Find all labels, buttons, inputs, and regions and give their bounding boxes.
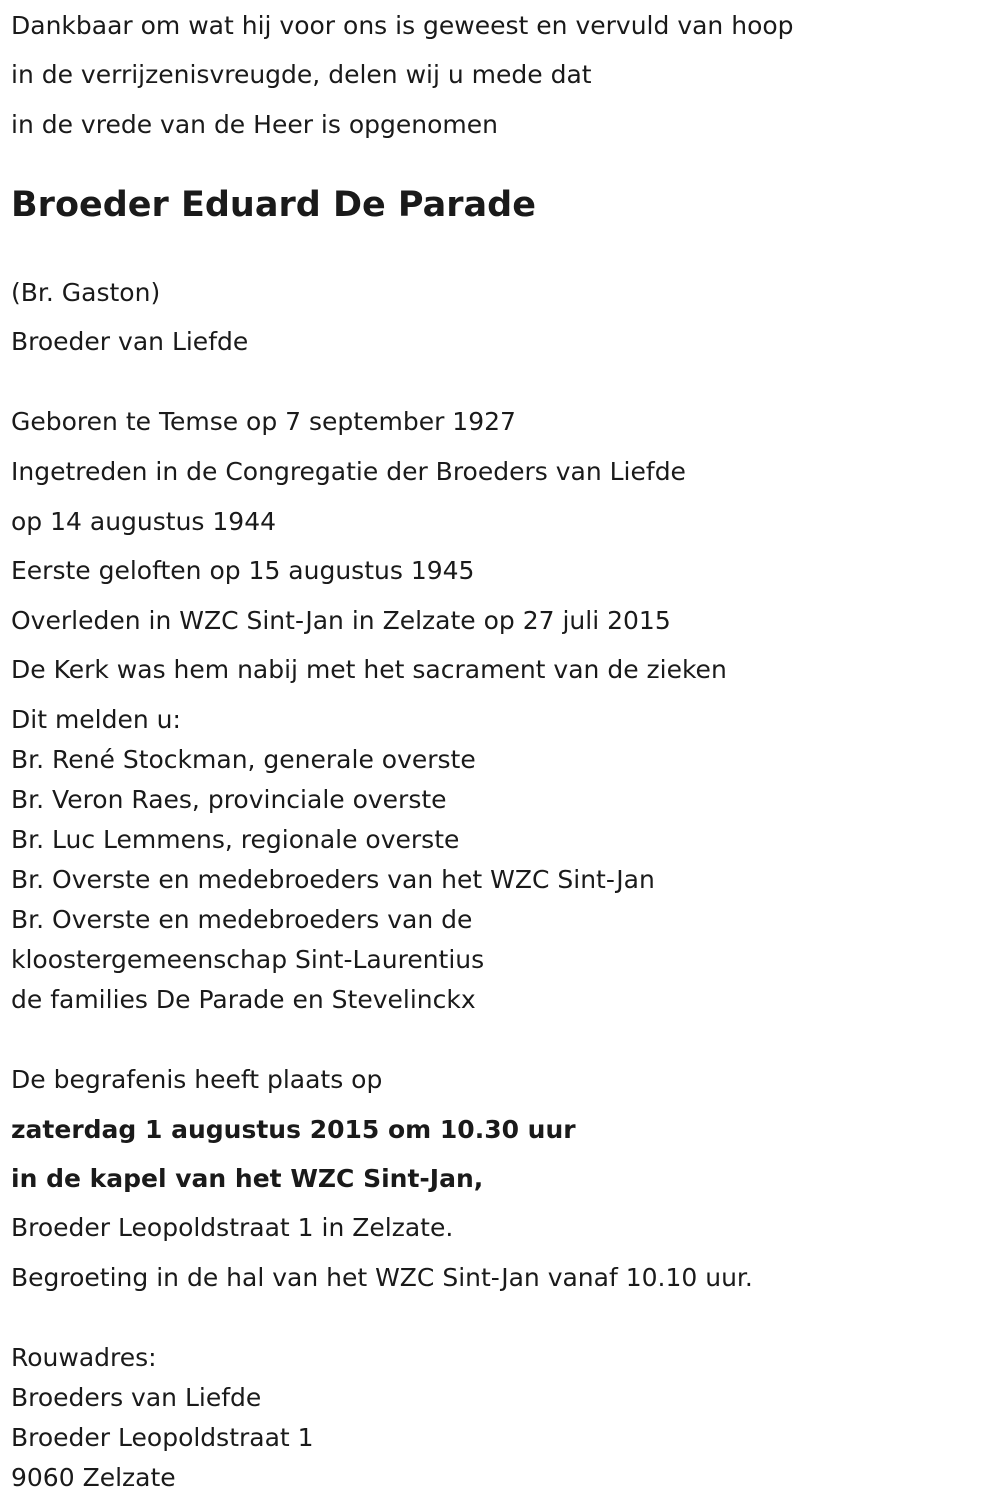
born-line: Geboren te Temse op 7 september 1927: [11, 407, 516, 436]
entered-line-1: Ingetreden in de Congregatie der Broeders van Liefde: [11, 457, 686, 486]
religious-name: (Br. Gaston): [11, 278, 161, 307]
deceased-name: Broeder Eduard De Parade: [11, 185, 536, 225]
intro-line-1: Dankbaar om wat hij voor ons is geweest en vervuld van hoop: [11, 11, 794, 40]
mourning-address-line-3: 9060 Zelzate: [11, 1463, 176, 1492]
announcer-item: Br. René Stockman, generale overste: [11, 745, 476, 774]
entered-line-2: op 14 augustus 1944: [11, 507, 277, 536]
funeral-intro: De begrafenis heeft plaats op: [11, 1065, 383, 1094]
intro-line-2: in de verrijzenisvreugde, delen wij u mede dat: [11, 60, 592, 89]
announcer-item: Br. Overste en medebroeders van de: [11, 905, 473, 934]
announcer-item: de families De Parade en Stevelinckx: [11, 985, 476, 1014]
order-name: Broeder van Liefde: [11, 327, 249, 356]
funeral-address: Broeder Leopoldstraat 1 in Zelzate.: [11, 1213, 454, 1242]
announcer-item: Br. Veron Raes, provinciale overste: [11, 785, 447, 814]
announcer-item: kloostergemeenschap Sint-Laurentius: [11, 945, 485, 974]
announcer-item: Br. Overste en medebroeders van het WZC Sint-Jan: [11, 865, 655, 894]
announcer-item: Br. Luc Lemmens, regionale overste: [11, 825, 460, 854]
intro-line-3: in de vrede van de Heer is opgenomen: [11, 110, 498, 139]
funeral-datetime: zaterdag 1 augustus 2015 om 10.30 uur: [11, 1115, 576, 1144]
mourning-address-line-2: Broeder Leopoldstraat 1: [11, 1423, 314, 1452]
died-line: Overleden in WZC Sint-Jan in Zelzate op 27 juli 2015: [11, 606, 671, 635]
mourning-address-heading: Rouwadres:: [11, 1343, 157, 1372]
funeral-location: in de kapel van het WZC Sint-Jan,: [11, 1164, 484, 1193]
greeting-line: Begroeting in de hal van het WZC Sint-Jan vanaf 10.10 uur.: [11, 1263, 753, 1292]
sacrament-line: De Kerk was hem nabij met het sacrament van de zieken: [11, 655, 727, 684]
mourning-address-line-1: Broeders van Liefde: [11, 1383, 262, 1412]
vows-line: Eerste geloften op 15 augustus 1945: [11, 556, 475, 585]
announcers-heading: Dit melden u:: [11, 705, 181, 734]
